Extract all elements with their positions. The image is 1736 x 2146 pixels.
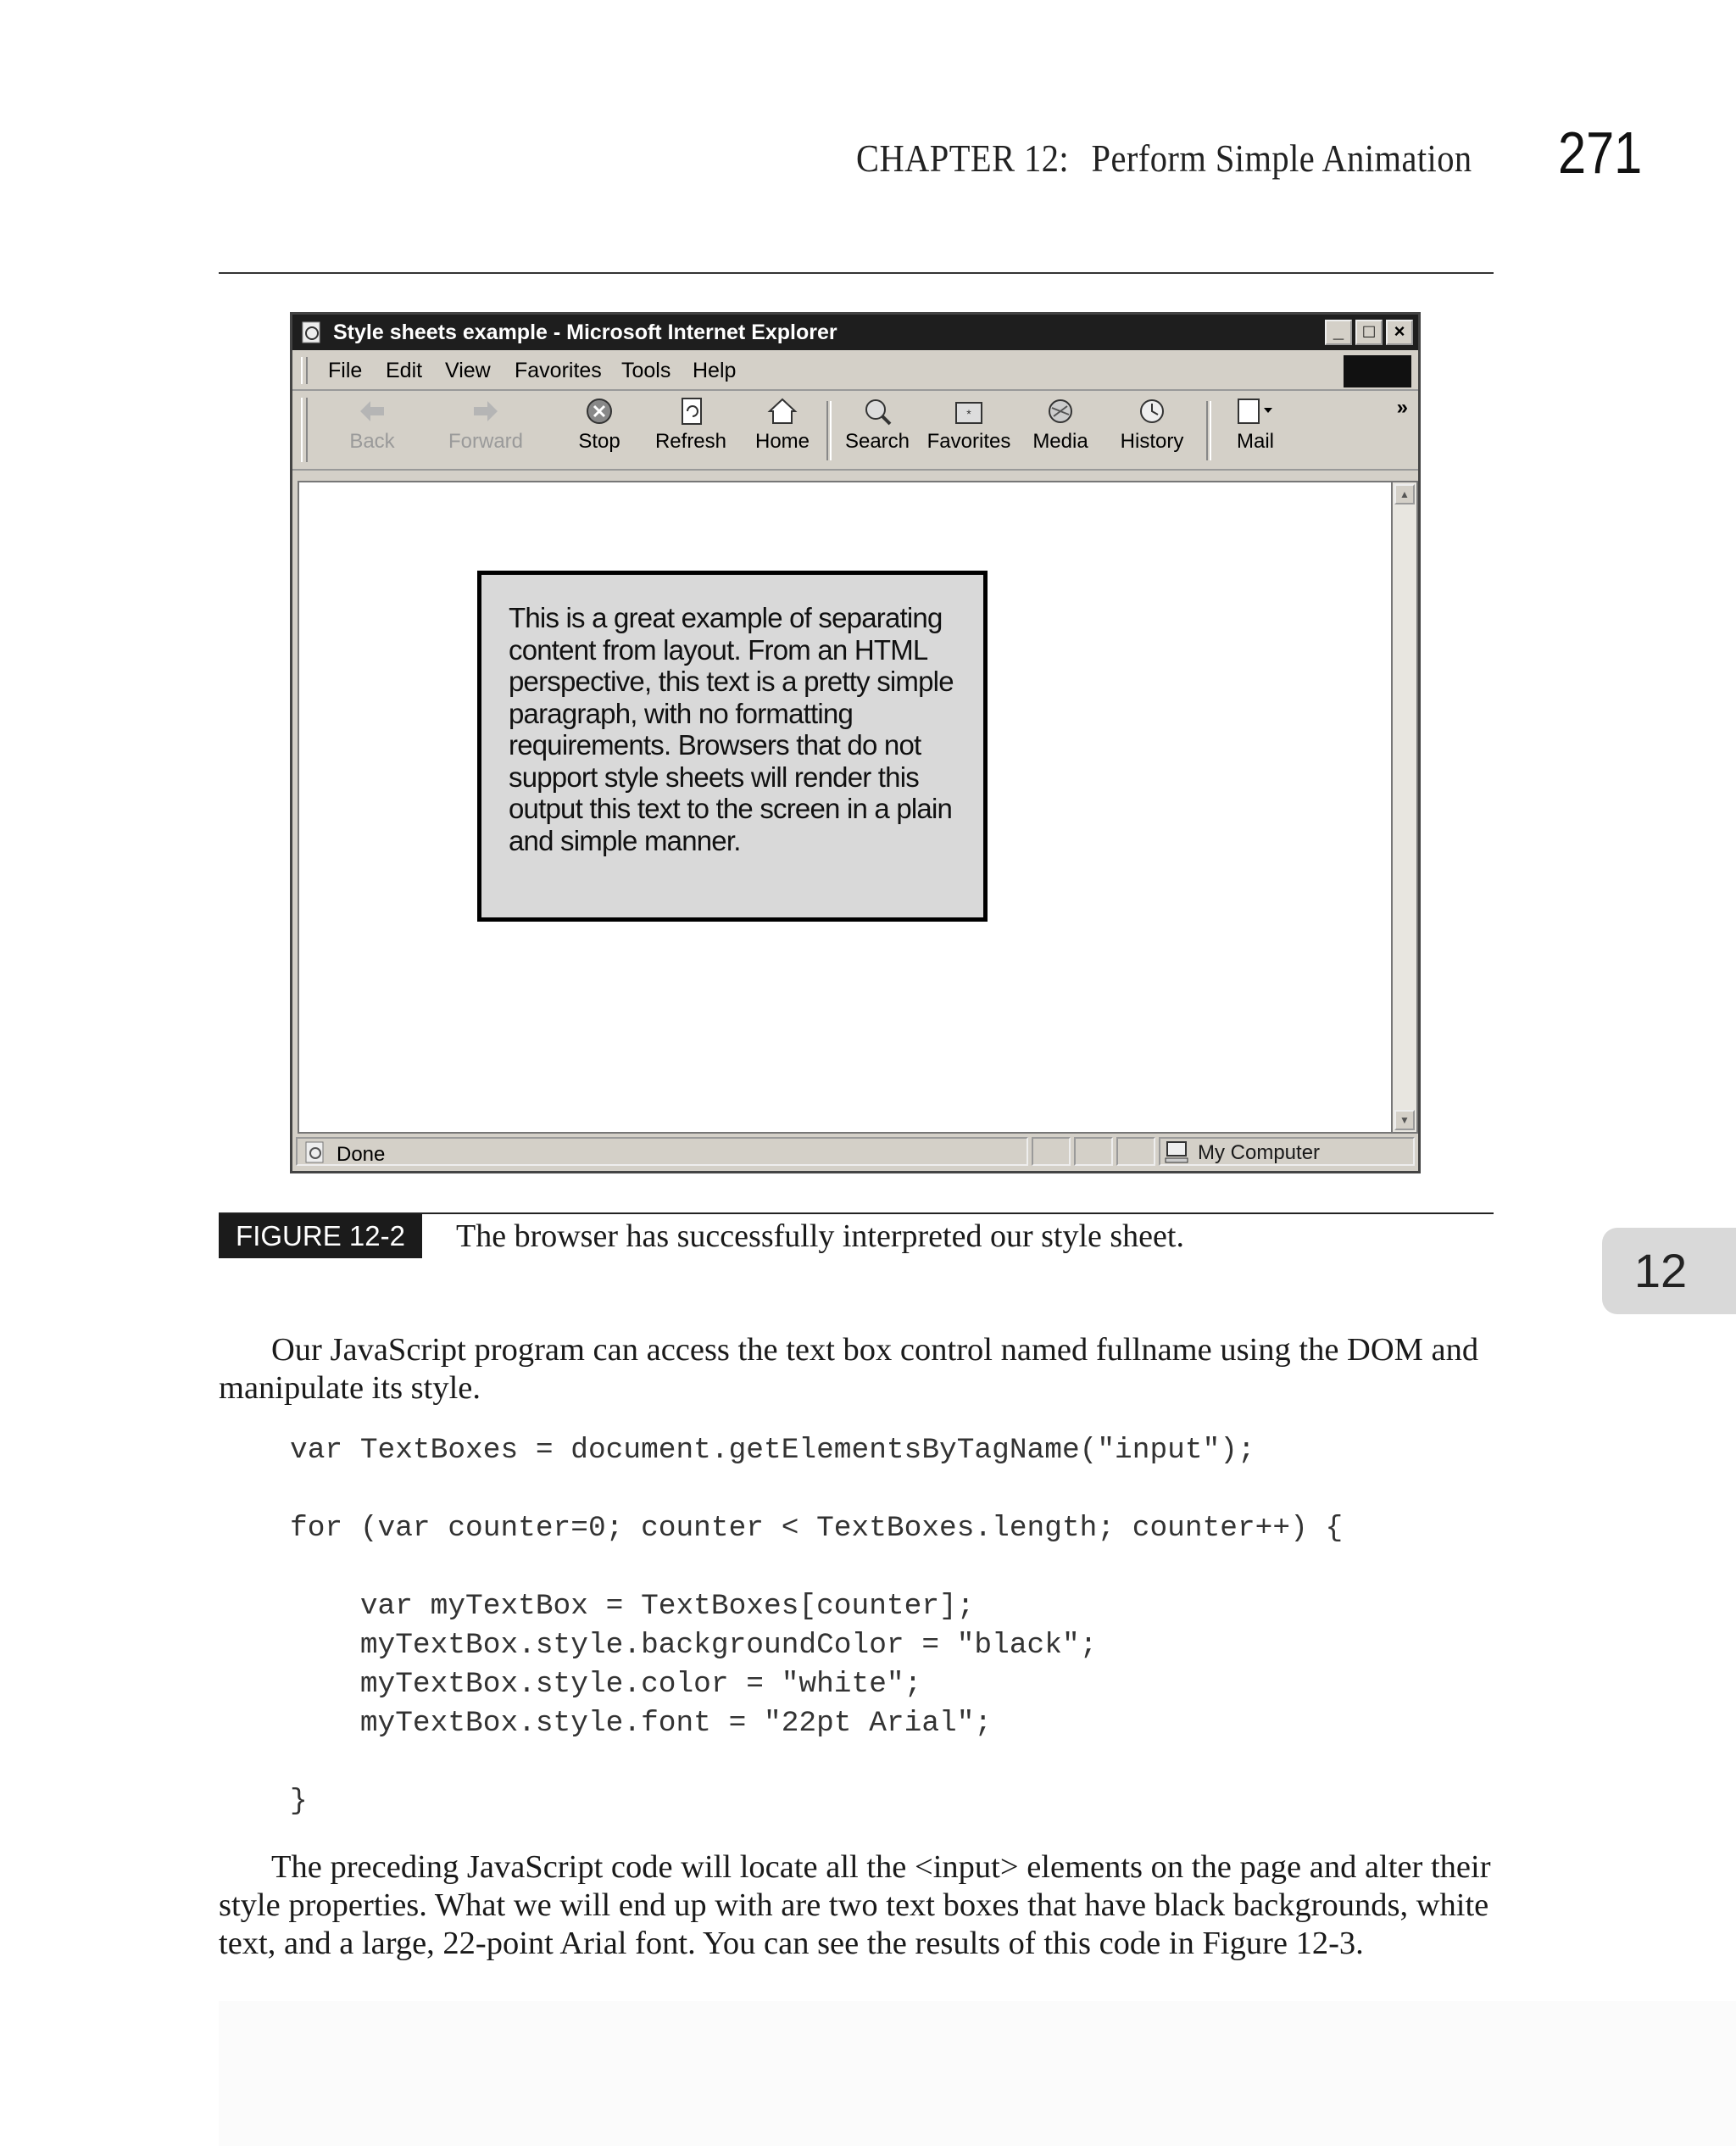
code-line: myTextBox.style.backgroundColor = "black";: [290, 1629, 1098, 1662]
history-button[interactable]: History: [1110, 396, 1194, 454]
home-icon: [765, 396, 799, 426]
media-button[interactable]: Media: [1018, 396, 1103, 454]
standard-toolbar: [292, 391, 1418, 471]
styled-paragraph: This is a great example of separating content from layout. From an HTML perspective, this text is a pretty simple paragraph, with no formatting requirements. Browsers that do not support style sheets will render this output this text to the screen in a plain and simple manner.: [477, 571, 988, 922]
refresh-icon: [674, 396, 708, 426]
maximize-button[interactable]: □: [1355, 320, 1383, 345]
code-line: myTextBox.style.color = "white";: [290, 1668, 922, 1701]
ie-page-icon: [299, 320, 325, 345]
search-button[interactable]: Search: [835, 396, 920, 454]
code-line: var myTextBox = TextBoxes[counter];: [290, 1590, 975, 1623]
back-arrow-icon: [355, 396, 389, 426]
favorites-icon: [952, 396, 986, 426]
status-main-cell: [296, 1137, 1028, 1166]
mail-icon: [1235, 396, 1276, 426]
favorites-button[interactable]: * Favorites: [926, 396, 1011, 454]
status-cell: [1032, 1137, 1071, 1166]
menu-bar: [292, 352, 1418, 391]
computer-icon: [1164, 1140, 1193, 1165]
toolbar-separator: [1206, 401, 1211, 460]
chapter-thumb-tab: 12: [1602, 1228, 1736, 1314]
window-title: Style sheets example - Microsoft Internet Explorer: [333, 321, 837, 344]
menu-file[interactable]: File: [328, 359, 363, 382]
page-done-icon: [303, 1140, 328, 1165]
chapter-title: Perform Simple Animation: [1091, 137, 1472, 180]
code-line: }: [290, 1785, 308, 1818]
code-line: for (var counter=0; counter < TextBoxes.length; counter++) {: [290, 1512, 1344, 1545]
toolbar-more-chevron[interactable]: »: [1396, 396, 1408, 419]
status-bar: [296, 1135, 1415, 1168]
header-rule: [219, 272, 1494, 274]
svg-text:*: *: [966, 407, 971, 421]
minimize-button[interactable]: _: [1325, 320, 1352, 345]
toolbar-grip[interactable]: [301, 398, 308, 462]
home-button[interactable]: Home: [740, 396, 825, 454]
mail-button[interactable]: Mail: [1213, 396, 1298, 454]
stop-button[interactable]: Stop: [557, 396, 642, 454]
menu-help[interactable]: Help: [693, 359, 737, 382]
status-text: Done: [337, 1143, 386, 1166]
code-line: myTextBox.style.font = "22pt Arial";: [290, 1707, 993, 1740]
title-bar: [292, 315, 1418, 350]
menu-tools[interactable]: Tools: [621, 359, 671, 382]
body-paragraph: Our JavaScript program can access the text box control named fullname using the DOM and manipulate its style.: [219, 1332, 1479, 1406]
menu-edit[interactable]: Edit: [386, 359, 423, 382]
page-viewport: [298, 481, 1393, 1134]
figure-label: FIGURE 12-2: [219, 1214, 422, 1258]
status-zone-cell: [1159, 1137, 1415, 1166]
scroll-up-arrow[interactable]: ▲: [1394, 484, 1415, 504]
windows-logo-throbber: [1344, 355, 1411, 387]
history-icon: [1135, 396, 1169, 426]
status-cell: [1074, 1137, 1113, 1166]
vertical-scrollbar[interactable]: [1393, 481, 1418, 1134]
menu-grip[interactable]: [301, 357, 308, 384]
page-shade: [219, 2001, 1736, 2146]
body-paragraph: The preceding JavaScript code will locate all the <input> elements on the page and alter their style properties. What we will end up with are two text boxes that have black backgrounds, white text, and a large, 22-point Arial font. You can see the results of this code in Figure 12-3.: [219, 1849, 1491, 1961]
status-cell: [1116, 1137, 1155, 1166]
code-line: var TextBoxes = document.getElementsByTagName("input");: [290, 1434, 1255, 1467]
forward-arrow-icon: [469, 396, 503, 426]
menu-favorites[interactable]: Favorites: [515, 359, 602, 382]
toolbar-separator: [826, 401, 832, 460]
scroll-down-arrow[interactable]: ▼: [1394, 1110, 1415, 1130]
chapter-label: CHAPTER 12:: [856, 137, 1070, 180]
browser-window: [290, 312, 1421, 1173]
figure-caption: The browser has successfully interpreted our style sheet.: [456, 1218, 1184, 1254]
zone-text: My Computer: [1198, 1141, 1321, 1164]
back-button[interactable]: Back: [330, 396, 415, 454]
running-header: [856, 136, 1472, 181]
search-icon: [860, 396, 894, 426]
page-number: 271: [1558, 120, 1643, 186]
close-button[interactable]: ×: [1386, 320, 1413, 345]
refresh-button[interactable]: Refresh: [648, 396, 733, 454]
media-icon: [1043, 396, 1077, 426]
stop-icon: [582, 396, 616, 426]
menu-view[interactable]: View: [445, 359, 491, 382]
forward-button[interactable]: Forward: [443, 396, 528, 454]
